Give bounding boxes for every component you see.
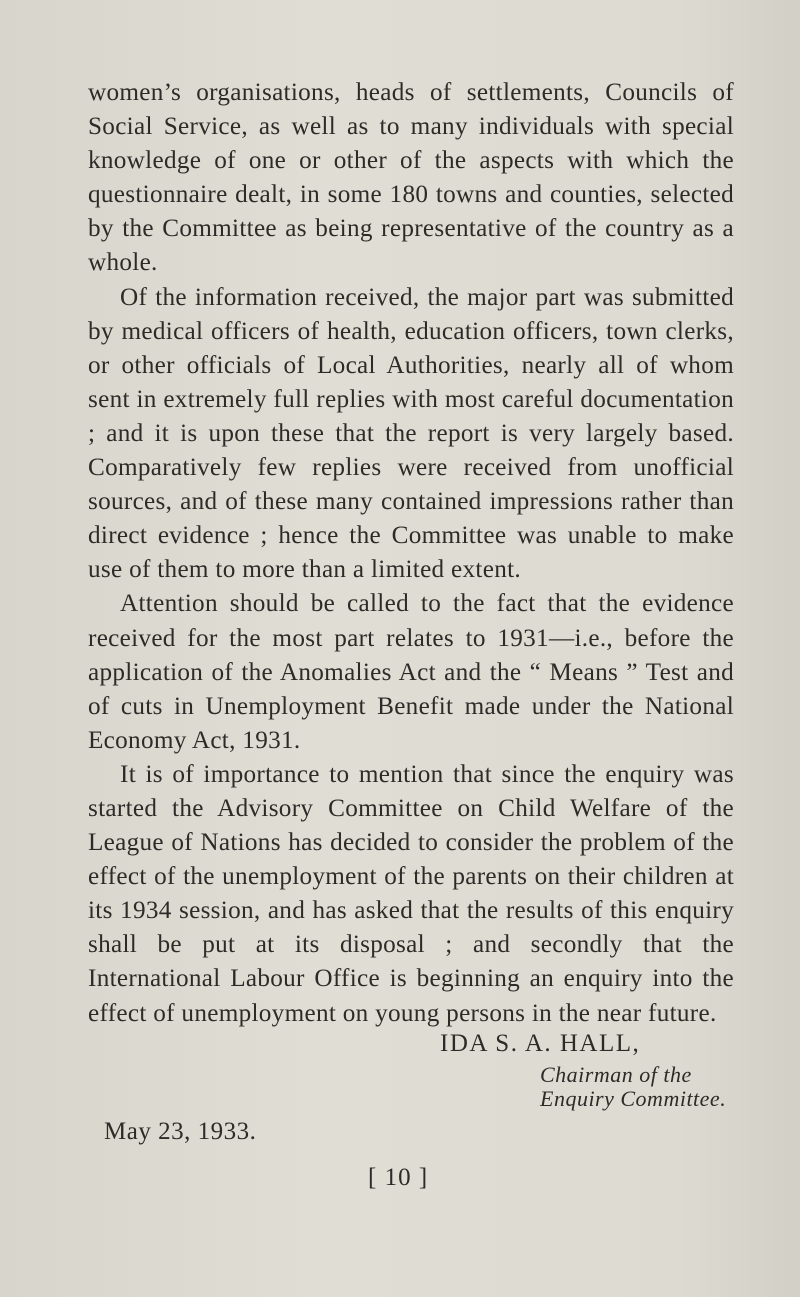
paragraph-continuation: women’s organisations, heads of settlements, Councils of Social Service, as well as to many individuals with special knowledge of one or other of the aspects with which the questionnaire dealt, in some 180 towns and counties, selected by the Committee as being representative of the country as a whole. bbox=[88, 79, 734, 277]
signature-name: IDA S. A. HALL, bbox=[440, 1030, 641, 1057]
paragraph-attention: Attention should be called to the fact that the evidence received for the most part relates to 1931—i.e., before the application of the Anomalies Act and the “ Means ” Test and of cuts in Unemployment Benefit made under the National Economy Act, 1931. bbox=[88, 590, 734, 754]
paragraph-importance: It is of importance to mention that since the enquiry was started the Advisory Committee on Child Welfare of the League of Nations has decided to consider the problem of the effect of the unemployment of the parents on their children at its 1934 session, and has asked that the results of this enquiry shall be put at its disposal ; and secondly that the International Labour Office is beginning an enquiry into the effect of unemployment on young persons in the near future. bbox=[88, 760, 734, 1027]
paragraph-information-received: Of the information received, the major part was submitted by medical officers of health, education officers, town clerks, or other officials of Local Authorities, nearly all of whom sent in extremely full replies with most careful documentation ; and it is upon these that the report is very largely based. Comparatively few replies were received from unofficial sources, and of these many contained impressions rather than direct evidence ; hence the Committee was unable to make use of them to more than a limited extent. bbox=[88, 283, 734, 584]
role-line-2: Enquiry Committee. bbox=[540, 1086, 727, 1111]
page-number: [ 10 ] bbox=[368, 1164, 429, 1191]
role-line-1: Chairman of the bbox=[540, 1062, 692, 1087]
signature-role bbox=[540, 1063, 726, 1111]
document-date: May 23, 1933. bbox=[104, 1118, 257, 1145]
body-text bbox=[88, 76, 734, 1031]
